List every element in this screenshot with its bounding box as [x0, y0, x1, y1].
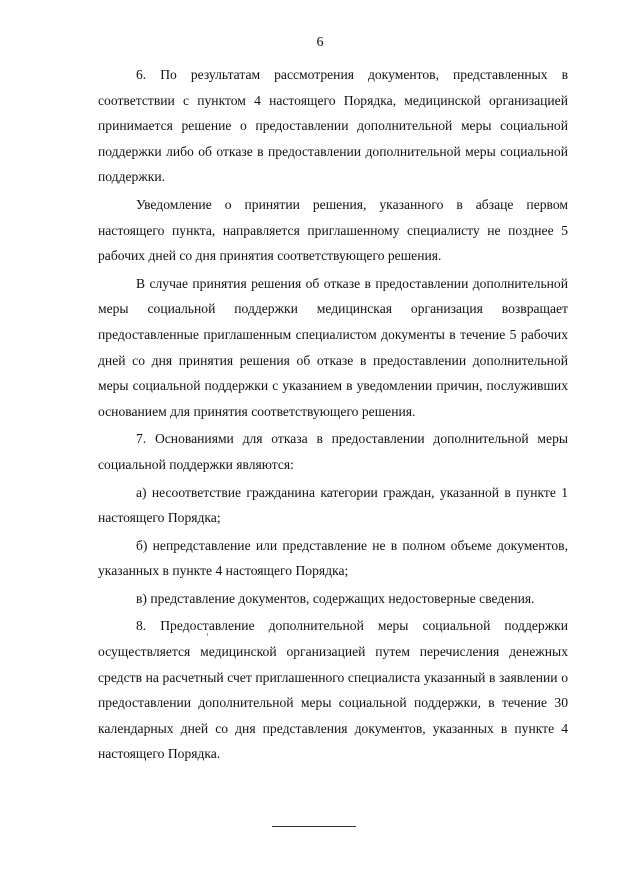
paragraph-7v: в) представление документов, содержащих недостоверные сведения.	[136, 590, 535, 606]
paragraph-refusal-return: В случае принятия решения об отказе в предоставлении дополнительной меры социальной поддержки медицинская организация возвращает предоставленные приглашенным специалистом документы в течение 5 рабочих дней со дня принятия решения об отказе в предоставлении дополнительной меры социальной поддержки с указанием в уведомлении причин, послуживших основанием для принятия соответствующего решения.	[98, 275, 568, 419]
end-divider-line	[272, 826, 356, 827]
document-body	[98, 62, 568, 767]
paragraph-7: 7. Основаниями для отказа в предоставлении дополнительной меры социальной поддержки являются:	[98, 431, 568, 472]
paragraph-8: 8. Предоставление дополнительной меры социальной поддержки осуществляется медицинской организацией путем перечисления денежных средств на расчетный счет приглашенного специалиста указанный в заявлении о предоставлении дополнительной меры социальной поддержки, в течение 30 календарных дней со дня представления документов, указанных в пункте 4 настоящего Порядка.	[98, 618, 568, 762]
paragraph-7b: б) непредставление или представление не в полном объеме документов, указанных в пункте 4 настоящего Порядка;	[98, 537, 568, 579]
scan-speck	[207, 633, 208, 636]
paragraph-6: 6. По результатам рассмотрения документов, представленных в соответствии с пунктом 4 настоящего Порядка, медицинской организацией принимается решение о предоставлении дополнительной меры социальной поддержки либо об отказе в предоставлении дополнительной меры социальной поддержки.	[98, 67, 568, 185]
paragraph-7a: а) несоответствие гражданина категории граждан, указанной в пункте 1 настоящего Порядка;	[98, 484, 568, 526]
page-number: 6	[316, 35, 324, 50]
paragraph-notification: Уведомление о принятии решения, указанного в абзаце первом настоящего пункта, направляется приглашенному специалисту не позднее 5 рабочих дней со дня принятия соответствующего решения.	[98, 196, 568, 264]
